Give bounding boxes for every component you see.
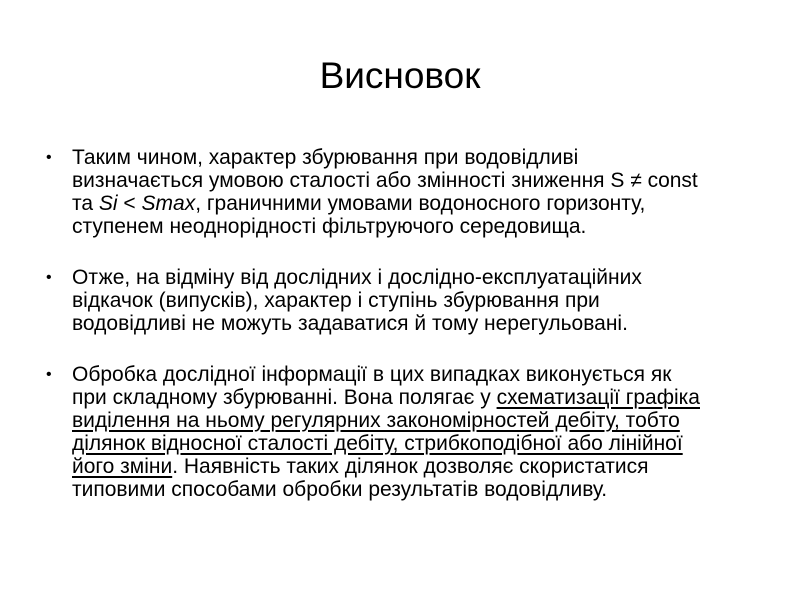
bullet-item [46,363,752,501]
plain-text: типовими способами обробки результатів водовідливу. [72,478,608,501]
plain-text: Таким чином, характер збурювання при водовідливі [72,146,579,169]
italic-text: Si [98,192,118,215]
plain-text: Отже, на відміну від дослідних і дослідно-експлуатаційних [72,266,642,289]
text-line [72,312,752,335]
plain-text: . Наявність таких ділянок дозволяє скористатися [172,455,649,478]
bullet-item [46,266,752,335]
slide-title: Висновок [319,55,481,96]
underlined-text: ділянок відносної сталості дебіту, стрибкоподібної або лінійної [72,432,683,455]
text-line [72,478,752,501]
text-line [72,455,752,478]
plain-text: ступенем неоднорідності фільтруючого середовища. [72,215,587,238]
bullet-text [72,146,752,238]
plain-text: Обробка дослідної інформації в цих випадках виконується як [72,363,672,386]
bullet-text [72,363,752,501]
bullet-list [46,146,752,529]
text-line [72,432,752,455]
text-line [72,192,752,215]
underlined-text: схематизації графіка [496,386,700,409]
text-line [72,289,752,312]
text-line [72,146,752,169]
plain-text: < [117,192,142,215]
text-line [72,386,752,409]
text-line [72,266,752,289]
plain-text: при складному збурюванні. Вона полягає у [72,386,497,409]
plain-text: відкачок (випусків), характер і ступінь збурювання при [72,289,600,312]
text-line [72,363,752,386]
plain-text: та [72,192,99,215]
plain-text: , граничними умовами водоносного горизонту, [195,192,646,215]
bullet-marker: • [46,366,52,383]
text-line [72,409,752,432]
bullet-text [72,266,752,335]
plain-text: водовідливі не можуть задаватися й тому нерегульовані. [72,312,628,335]
underlined-text: його зміни [72,455,173,478]
bullet-marker: • [46,269,52,286]
bullet-item [46,146,752,238]
underlined-text: виділення на ньому регулярних закономірностей дебіту, тобто [72,409,680,432]
text-line [72,215,752,238]
plain-text: визначається умовою сталості або змінності зниження S ≠ const [72,169,698,192]
bullet-marker: • [46,149,52,166]
italic-text: Smax [141,192,196,215]
text-line [72,169,752,192]
